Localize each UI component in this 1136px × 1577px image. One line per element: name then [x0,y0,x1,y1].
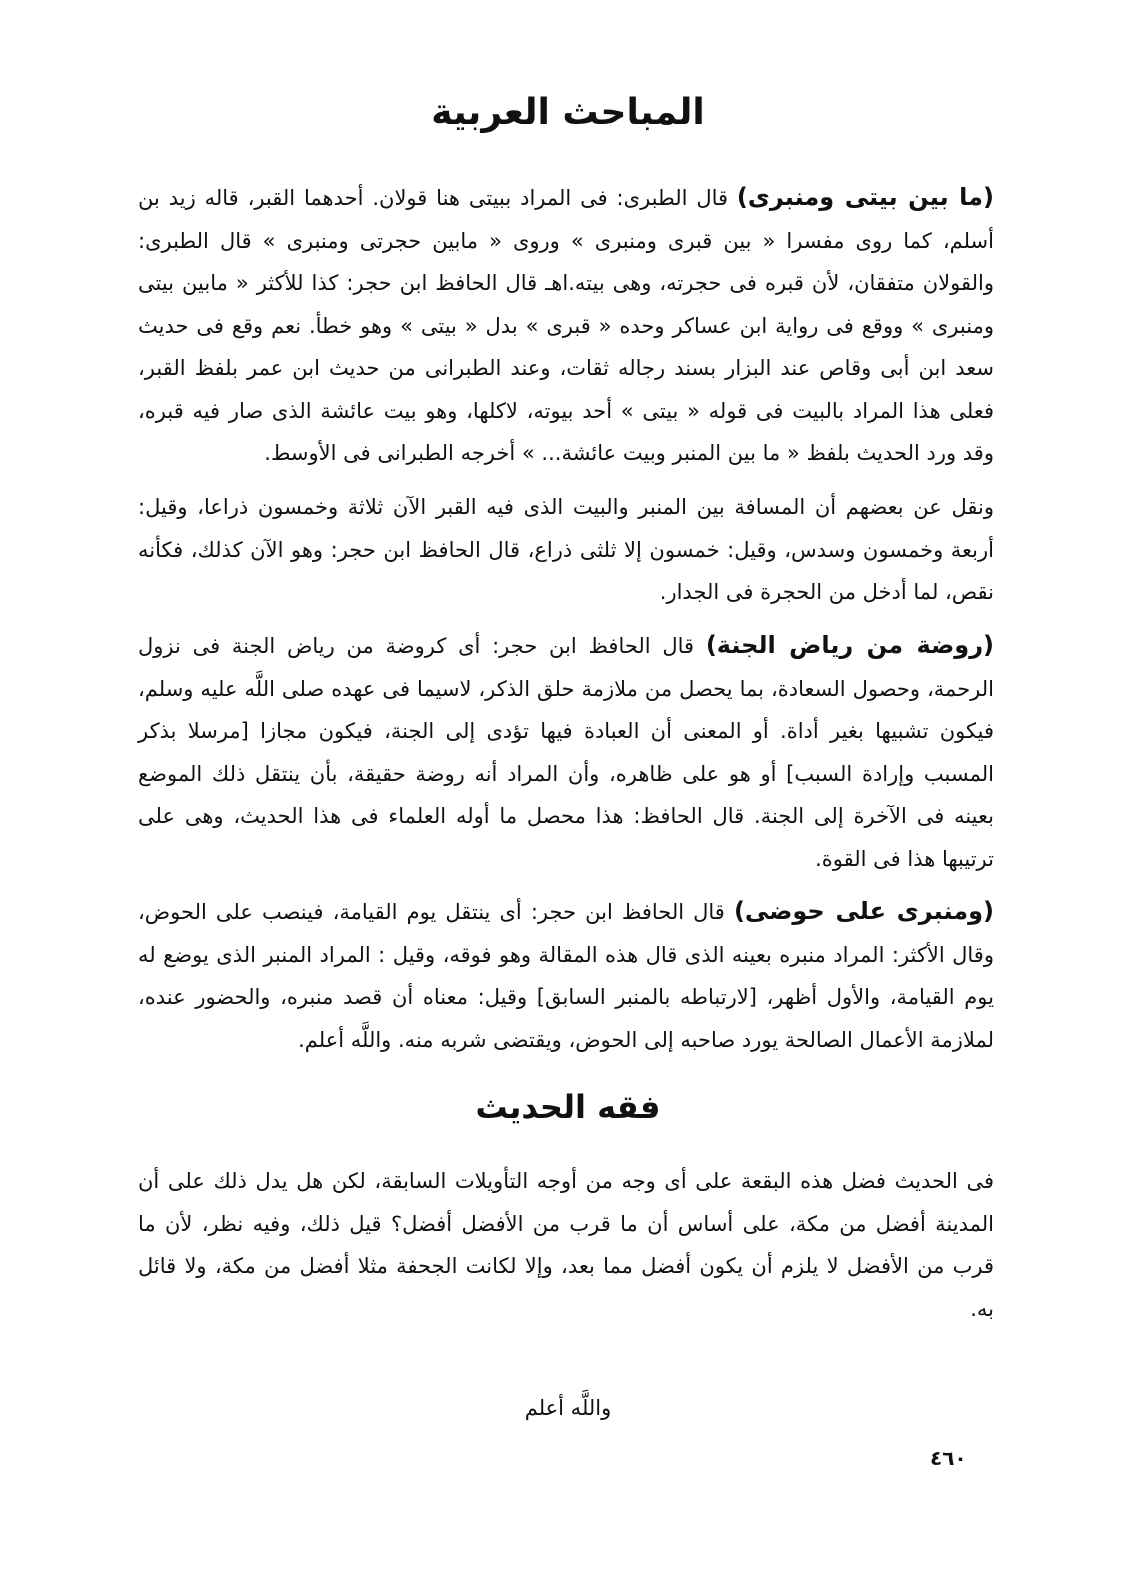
paragraph-text: قال الطبرى: فى المراد ببيتى هنا قولان. أحدهما القبر، قاله زيد بن أسلم، كما روى مفسرا « بين قبرى ومنبرى » وروى « مابين حجرتى ومنبرى » قال الطبرى: والقولان متفقان، لأن قبره فى حجرته، وهى بيته.اهـ قال الحافظ ابن حجر: كذا للأكثر « مابين بيتى ومنبرى » ووقع فى رواية ابن عساكر وحده « قبرى » بدل « بيتى » وهو خطأ. نعم وقع فى حديث سعد ابن أبى وقاص عند البزار بسند رجاله ثقات، وعند الطبرانى من حديث ابن عمر بلفظ القبر، فعلى هذا المراد بالبيت فى قوله « بيتى » أحد بيوته، لاكلها، وهو بيت عائشة الذى صار فيه قبره، وقد ورد الحديث بلفظ « ما بين المنبر وبيت عائشة... » أخرجه الطبرانى فى الأوسط. [138,186,994,465]
main-heading: المباحث العربية [431,92,705,133]
paragraph-fiqh: فى الحديث فضل هذه البقعة على أى وجه من أوجه التأويلات السابقة، لكن هل يدل ذلك على أن المدينة أفضل من مكة، على أساس أن ما قرب من الأفضل أفضل؟ قيل ذلك، وفيه نظر، لأن ما قرب من الأفضل لا يلزم أن يكون أفضل مما بعد، وإلا لكانت الجحفة مثلا أفضل من مكة، ولا قائل به. [138,1169,994,1321]
paragraph-minbar [138,890,994,1061]
paragraph-lead: (ما بين بيتى ومنبرى) [736,183,994,211]
paragraph-lead: (ومنبرى على حوضى) [733,897,995,925]
paragraph-distance [138,486,994,614]
paragraph-bayn-bayti [138,176,994,475]
paragraph-text: قال الحافظ ابن حجر: أى ينتقل يوم القيامة، فينصب على الحوض، وقال الأكثر: المراد منبره بعينه الذى قال هذه المقالة وهو فوقه، وقيل : المراد المنبر الذى يوضع له يوم القيامة، والأول أظهر، [لارتباطه بالمنبر السابق] وقيل: معناه أن قصد منبره، والحضور عنده، لملازمة الأعمال الصالحة يورد صاحبه إلى الحوض، ويقتضى شربه منه. واللَّه أعلم. [138,900,994,1052]
closing-phrase: واللَّه أعلم [524,1396,612,1420]
paragraph-rawda [138,624,994,880]
paragraph-text: قال الحافظ ابن حجر: أى كروضة من رياض الجنة فى نزول الرحمة، وحصول السعادة، بما يحصل من ملازمة حلق الذكر، لاسيما فى عهده صلى اللَّه عليه وسلم، فيكون تشبيها بغير أداة. أو المعنى أن العبادة فيها تؤدى إلى الجنة، فيكون مجازا [مرسلا بذكر المسبب وإرادة السبب] أو هو على ظاهره، وأن المراد أنه روضة حقيقة، بأن ينتقل ذلك الموضع بعينه فى الآخرة إلى الجنة. قال الحافظ: هذا محصل ما أوله العلماء فى هذا الحديث، وهى على ترتيبها هذا فى القوة. [138,634,994,871]
paragraph-lead: (روضة من رياض الجنة) [705,631,995,659]
page-number: ٤٦٠ [930,1446,967,1470]
paragraph-text: ونقل عن بعضهم أن المسافة بين المنبر والبيت الذى فيه القبر الآن ثلاثة وخمسون ذراعا، وقيل: أربعة وخمسون وسدس، وقيل: خمسون إلا ثلثى ذراع، قال الحافظ ابن حجر: وهو الآن كذلك، فكأنه نقص، لما أدخل من الحجرة فى الجدار. [138,495,994,604]
section-heading: فقه الحديث [475,1088,661,1126]
